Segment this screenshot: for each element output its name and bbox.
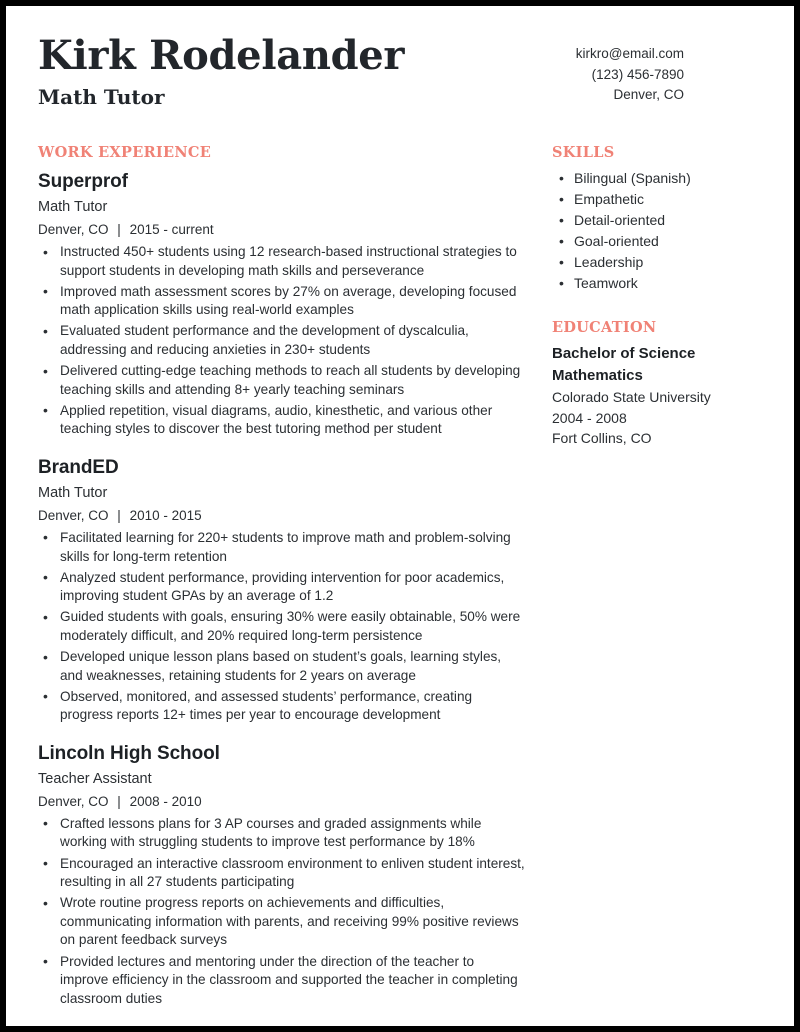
job-bullet: • Provided lectures and mentoring under the direction of the teacher to improve efficiency in the classroom and supported the teacher in completing classroom duties: [38, 953, 526, 1009]
candidate-name: Kirk Rodelander: [38, 32, 405, 79]
section-heading-education: EDUCATION: [552, 319, 657, 336]
job-bullet: • Facilitated learning for 220+ students to improve math and problem-solving skills for long-term retention: [38, 529, 526, 566]
job-location: Denver, CO: [38, 793, 109, 809]
job-meta-separator: |: [117, 507, 121, 523]
skill-item: • Bilingual (Spanish): [552, 168, 762, 188]
job-bullet: • Instructed 450+ students using 12 research-based instructional strategies to support students in developing math skills and perseverance: [38, 243, 526, 280]
job-meta-separator: |: [117, 222, 121, 237]
section-heading-skills: SKILLS: [552, 144, 615, 161]
skills-list: [552, 168, 762, 293]
right-column: [540, 144, 762, 449]
job-meta: [38, 792, 526, 812]
job-bullet: • Observed, monitored, and assessed students’ performance, creating progress reports 12+ times per year to encourage development: [38, 688, 526, 725]
job-bullet-list: [38, 529, 526, 725]
education-field: Mathematics: [552, 367, 643, 384]
education-degree: Bachelor of Science: [552, 345, 696, 362]
job-bullet: • Encouraged an interactive classroom environment to enliven student interest, resulting in all 27 students participating: [38, 855, 526, 892]
education-school: Colorado State University: [552, 389, 711, 405]
job-bullet: • Developed unique lesson plans based on student’s goals, learning styles, and weaknesses, retaining students for 2 years on average: [38, 648, 526, 685]
education-location: Fort Collins, CO: [552, 430, 652, 446]
job-bullet: • Analyzed student performance, providing intervention for poor academics, improving student GPAs by an average of 1.2: [38, 569, 526, 606]
left-column: [38, 144, 540, 1011]
job-dates: 2010 - 2015: [129, 507, 202, 523]
skill-item: • Detail-oriented: [552, 210, 762, 230]
resume-page: [6, 6, 794, 1026]
skill-item: • Goal-oriented: [552, 231, 762, 251]
job-location: Denver, CO: [38, 222, 109, 237]
candidate-job-title: Math Tutor: [38, 85, 165, 109]
job-bullet: • Delivered cutting-edge teaching methods to reach all students by developing teaching skills and attending 8+ yearly teaching seminars: [38, 362, 526, 399]
resume-body: [38, 144, 762, 1011]
job-bullet: • Crafted lessons plans for 3 AP courses and graded assignments while working with struggling students to improve test performance by 18%: [38, 815, 526, 852]
resume-header: [38, 32, 762, 144]
section-heading-work-experience: WORK EXPERIENCE: [38, 144, 212, 161]
job-company: Lincoln High School: [38, 742, 220, 764]
contact-phone[interactable]: (123) 456-7890: [591, 66, 684, 82]
job-bullet: • Improved math assessment scores by 27% on average, developing focused math application skills using real-world examples: [38, 283, 526, 320]
job-bullet: • Guided students with goals, ensuring 30% were easily obtainable, 50% were moderately difficult, and 20% required long-term persistence: [38, 608, 526, 645]
job-entry: [38, 742, 526, 1008]
skill-item: • Teamwork: [552, 273, 762, 293]
skill-item: • Empathetic: [552, 189, 762, 209]
resume-content: [38, 28, 762, 1008]
job-company: BrandED: [38, 456, 119, 478]
job-bullet-list: [38, 815, 526, 1008]
job-entry: [38, 170, 526, 439]
education-dates: 2004 - 2008: [552, 409, 627, 426]
job-bullet: • Evaluated student performance and the development of dyscalculia, addressing and reducing anxieties in 230+ students: [38, 322, 526, 359]
job-role: Teacher Assistant: [38, 770, 152, 787]
job-bullet: • Applied repetition, visual diagrams, audio, kinesthetic, and various other teaching styles to discover the best tutoring method per student: [38, 402, 526, 439]
job-role: Math Tutor: [38, 199, 108, 215]
job-dates: 2008 - 2010: [129, 793, 202, 809]
job-location: Denver, CO: [38, 507, 109, 523]
job-meta: [38, 220, 526, 240]
contact-location: Denver, CO: [613, 87, 684, 102]
skill-item: • Leadership: [552, 252, 762, 272]
contact-email[interactable]: kirkro@email.com: [575, 46, 684, 61]
job-entry: [38, 456, 526, 725]
job-bullet-list: [38, 243, 526, 439]
job-meta-separator: |: [117, 793, 121, 809]
job-company: Superprof: [38, 171, 128, 192]
education-entry: [552, 343, 762, 449]
job-bullet: • Wrote routine progress reports on achievements and difficulties, communicating information with parents, and receiving 99% positive reviews on parent feedback surveys: [38, 894, 526, 950]
job-role: Math Tutor: [38, 484, 108, 501]
job-dates: 2015 - current: [129, 222, 214, 237]
job-meta: [38, 506, 526, 526]
contact-block: [576, 44, 684, 106]
